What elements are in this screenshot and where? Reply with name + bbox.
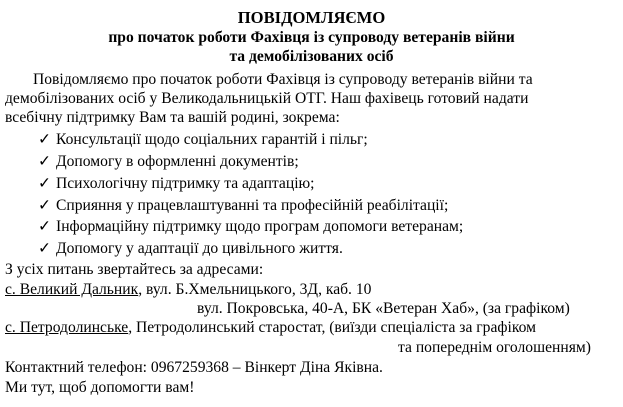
- list-item: [38, 152, 623, 171]
- contact-phone: Контактний телефон: 0967259368 – Вінкерт Діна Яківна.: [5, 359, 383, 376]
- list-item-text: Допомогу у адаптації до цивільного життя.: [56, 240, 343, 257]
- checkmark-icon: ✓: [38, 153, 52, 170]
- address-1-line-2: вул. Покровська, 40-А, БК «Ветеран Хаб», (за графіком): [197, 300, 570, 317]
- address-1: [5, 280, 623, 299]
- intro-line-1: Повідомляємо про початок роботи Фахівця із супроводу ветеранів війни та: [33, 71, 533, 88]
- list-item-text: Консультації щодо соціальних гарантій і пільг;: [56, 131, 368, 148]
- checkmark-icon: ✓: [38, 175, 52, 192]
- list-item-text: Інформаційну підтримку щодо програм допомоги ветеранам;: [56, 218, 464, 235]
- list-item: [38, 239, 623, 258]
- announcement-subtitle-line-2: та демобілізованих осіб: [229, 48, 394, 65]
- address-2-details: , Петродолинський старостат, (виїзди спеціаліста за графіком: [128, 319, 536, 336]
- address-2-line-2: та попереднім оголошенням): [398, 339, 591, 356]
- list-item-text: Психологічну підтримку та адаптацію;: [56, 175, 315, 192]
- checkmark-icon: ✓: [38, 240, 52, 257]
- address-2: [5, 318, 623, 337]
- intro-line-2: демобілізованих осіб у Великодальницькій ОТГ. Наш фахівець готовий надати: [5, 90, 529, 107]
- announcement-subtitle-line-1: про початок роботи Фахівця із супроводу ветеранів війни: [108, 29, 515, 46]
- list-item: [38, 130, 623, 149]
- closing-line: Ми тут, щоб допомогти вам!: [5, 379, 195, 396]
- list-item-text: Сприяння у працевлаштуванні та професійній реабілітації;: [56, 197, 449, 214]
- announcement-title: ПОВІДОМЛЯЄМО: [237, 8, 386, 27]
- checkmark-icon: ✓: [38, 131, 52, 148]
- list-item: [38, 196, 623, 215]
- address-1-place: с. Великий Дальник: [5, 281, 139, 298]
- list-item: [38, 217, 623, 236]
- checkmark-icon: ✓: [38, 218, 52, 235]
- list-item: [38, 174, 623, 193]
- address-1-details: , вул. Б.Хмельницького, 3Д, каб. 10: [138, 281, 372, 298]
- contacts-intro: З усіх питань звертайтесь за адресами:: [5, 261, 264, 278]
- list-item-text: Допомогу в оформленні документів;: [56, 153, 299, 170]
- address-2-place: с. Петродолинське: [5, 319, 129, 336]
- checkmark-icon: ✓: [38, 197, 52, 214]
- intro-line-3: всебічну підтримку Вам та вашій родині, зокрема:: [5, 109, 340, 126]
